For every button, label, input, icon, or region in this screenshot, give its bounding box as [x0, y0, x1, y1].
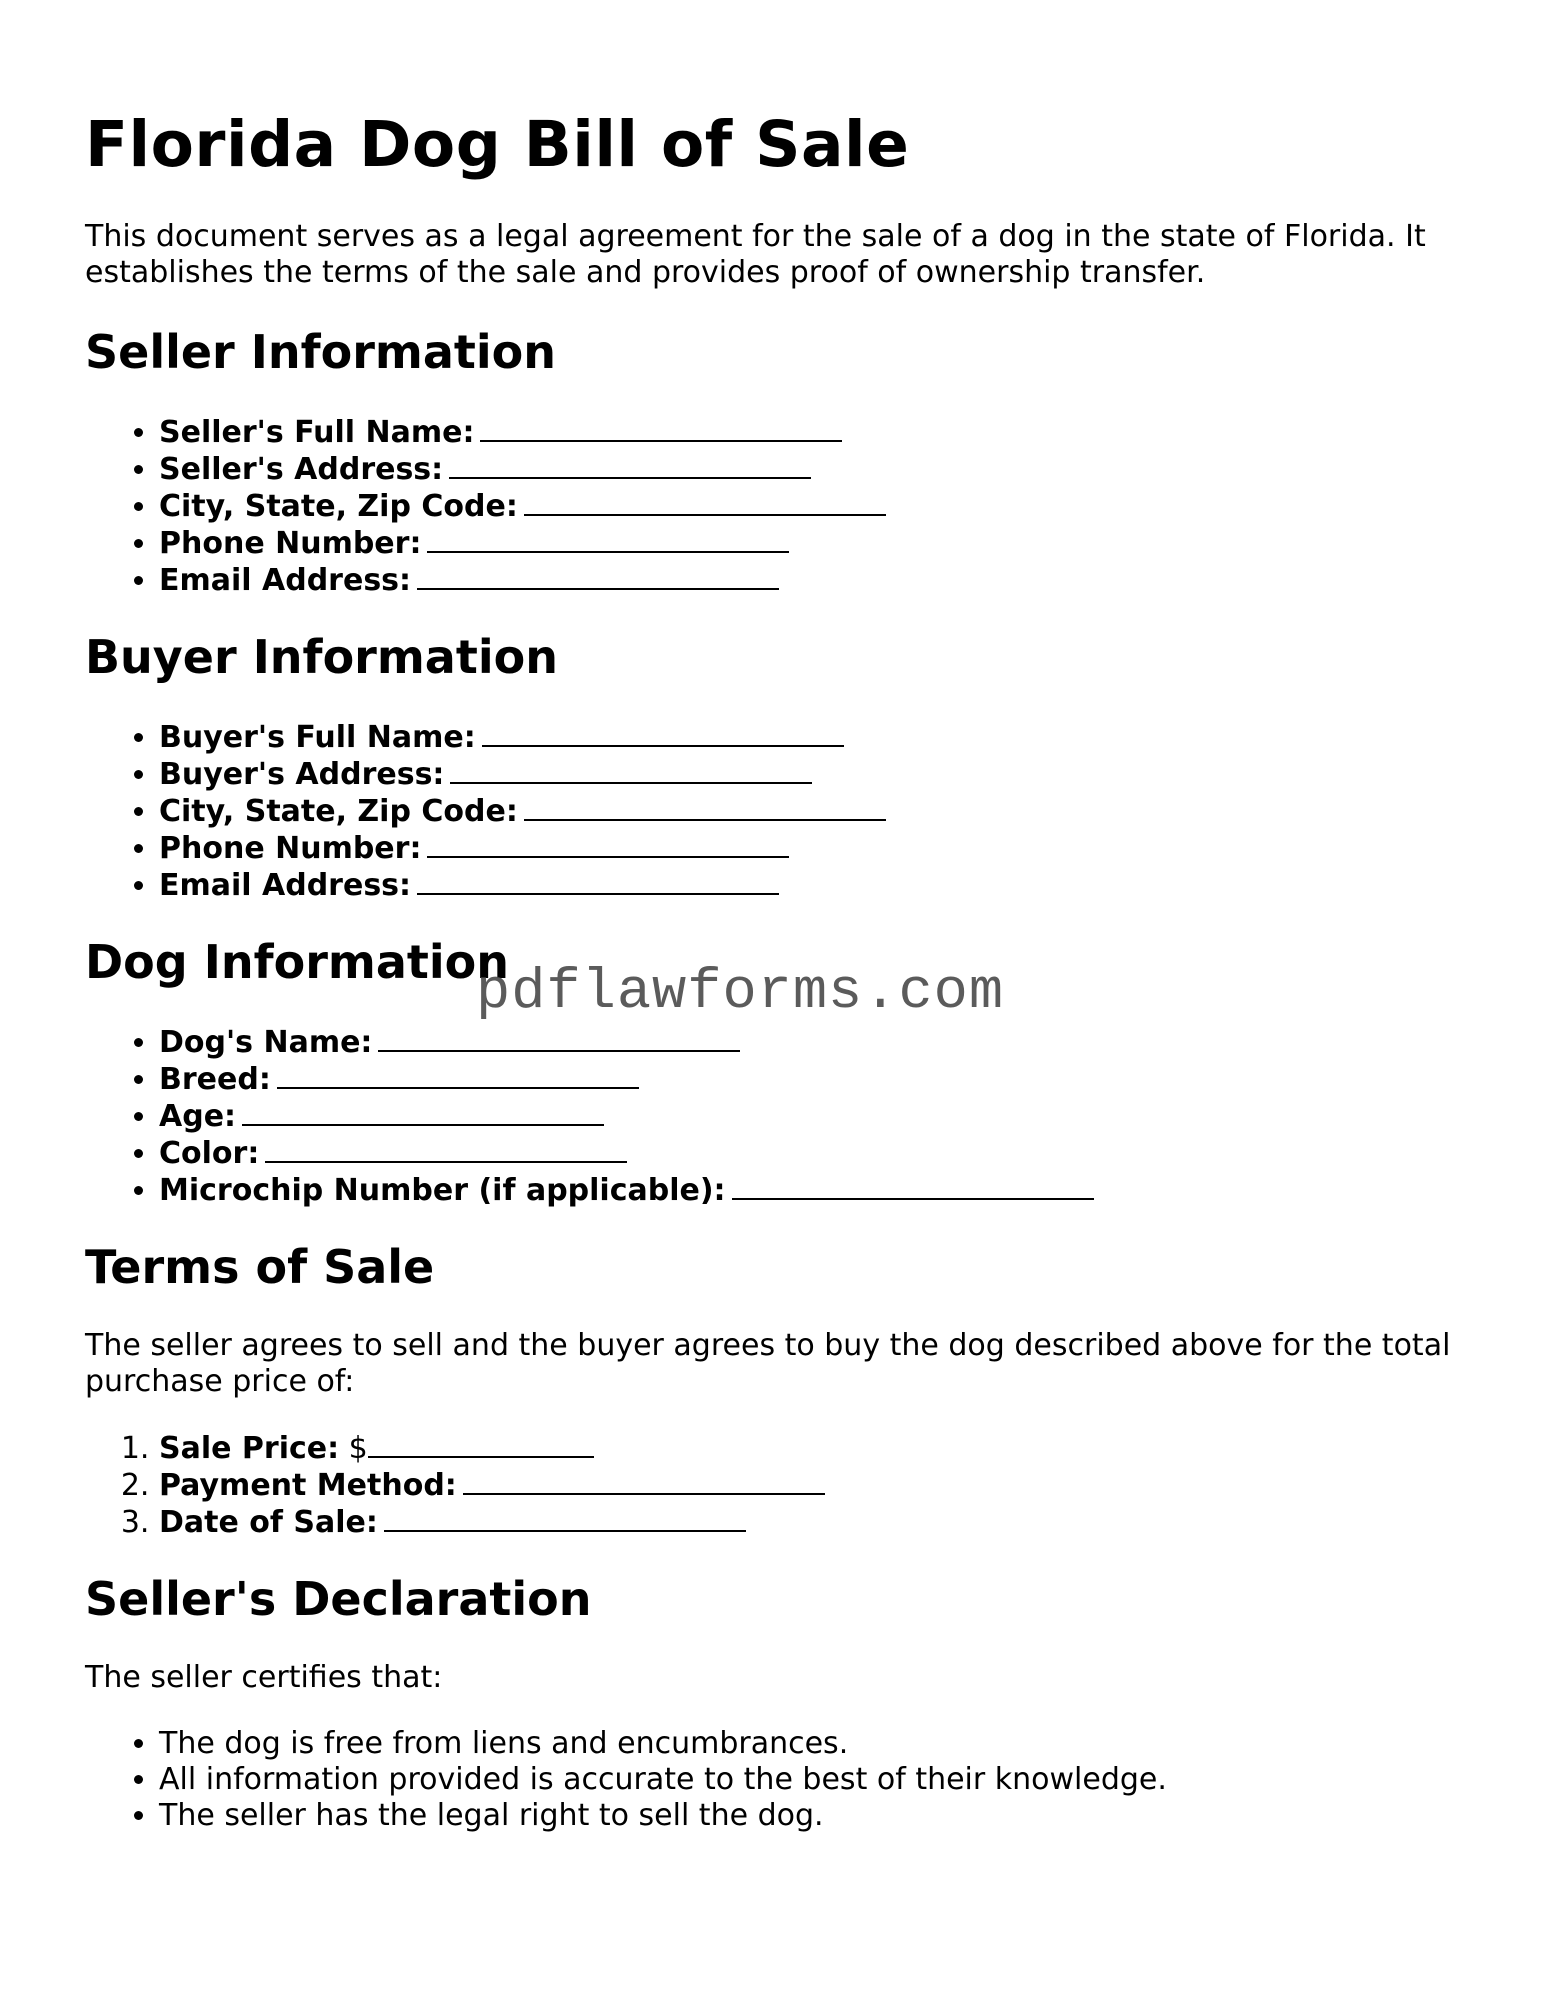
field-label: Email Address: — [159, 563, 412, 598]
dog-info-list — [85, 1024, 1465, 1209]
dog-info-heading: Dog Information — [85, 935, 509, 989]
fill-in-line[interactable] — [384, 1504, 746, 1532]
field-label: Dog's Name: — [159, 1025, 373, 1060]
declaration-paragraph: The seller certifies that: — [85, 1660, 443, 1695]
list-item — [159, 1504, 1465, 1541]
fill-in-line[interactable] — [277, 1061, 639, 1089]
list-item — [159, 793, 1465, 830]
field-label: Phone Number: — [159, 526, 422, 561]
fill-in-line[interactable] — [450, 756, 812, 784]
seller-info-heading: Seller Information — [85, 325, 557, 379]
list-item: • The dog is free from liens and encumbrances. — [159, 1726, 1465, 1762]
list-item — [159, 867, 1465, 904]
field-label: City, State, Zip Code: — [159, 489, 518, 524]
list-item — [159, 1061, 1465, 1098]
field-label: Sale Price: — [159, 1431, 340, 1466]
list-item — [159, 562, 1465, 599]
buyer-info-heading: Buyer Information — [85, 630, 558, 684]
field-label: Microchip Number (if applicable): — [159, 1173, 726, 1208]
fill-in-line[interactable] — [524, 488, 886, 516]
fill-in-line[interactable] — [449, 451, 811, 479]
list-item — [159, 1172, 1465, 1209]
seller-info-list — [85, 414, 1465, 599]
field-label: Age: — [159, 1099, 237, 1134]
terms-heading: Terms of Sale — [85, 1240, 435, 1294]
list-item — [159, 1024, 1465, 1061]
terms-list — [85, 1430, 1465, 1541]
fill-in-line[interactable] — [242, 1098, 604, 1126]
fill-in-line[interactable] — [480, 414, 842, 442]
terms-paragraph: The seller agrees to sell and the buyer agrees to buy the dog described above for the total purchase price of: — [85, 1328, 1451, 1399]
list-item — [159, 414, 1465, 451]
fill-in-line[interactable] — [482, 719, 844, 747]
list-item — [159, 830, 1465, 867]
list-item — [159, 451, 1465, 488]
list-item: • All information provided is accurate to the best of their knowledge. — [159, 1762, 1465, 1798]
field-label: Email Address: — [159, 868, 412, 903]
declaration-list — [85, 1726, 1465, 1834]
page-title: Florida Dog Bill of Sale — [85, 108, 910, 181]
field-label: Color: — [159, 1136, 260, 1171]
fill-in-line[interactable] — [265, 1135, 627, 1163]
fill-in-line[interactable] — [368, 1430, 594, 1458]
list-item — [159, 525, 1465, 562]
fill-in-line[interactable] — [463, 1467, 825, 1495]
fill-in-line[interactable] — [427, 525, 789, 553]
intro-paragraph: This document serves as a legal agreement for the sale of a dog in the state of Florida. It establishes the terms of the sale and provides proof of ownership transfer. — [85, 219, 1426, 290]
declaration-heading: Seller's Declaration — [85, 1572, 592, 1626]
field-label: Payment Method: — [159, 1468, 457, 1503]
field-label: Phone Number: — [159, 831, 422, 866]
list-item — [159, 719, 1465, 756]
fill-in-line[interactable] — [417, 562, 779, 590]
field-label: Breed: — [159, 1062, 271, 1097]
field-label: Seller's Full Name: — [159, 415, 475, 450]
list-item — [159, 756, 1465, 793]
currency-prefix: $ — [348, 1431, 368, 1466]
fill-in-line[interactable] — [417, 867, 779, 895]
field-label: Buyer's Address: — [159, 757, 445, 792]
field-label: City, State, Zip Code: — [159, 794, 518, 829]
fill-in-line[interactable] — [524, 793, 886, 821]
fill-in-line[interactable] — [378, 1024, 740, 1052]
fill-in-line[interactable] — [427, 830, 789, 858]
list-item — [159, 1098, 1465, 1135]
field-label: Buyer's Full Name: — [159, 720, 476, 755]
fill-in-line[interactable] — [732, 1172, 1094, 1200]
list-item — [159, 1135, 1465, 1172]
field-label: Date of Sale: — [159, 1505, 378, 1540]
field-label: Seller's Address: — [159, 452, 444, 487]
buyer-info-list — [85, 719, 1465, 904]
list-item: • The seller has the legal right to sell the dog. — [159, 1798, 1465, 1834]
list-item — [159, 1467, 1465, 1504]
watermark: pdflawforms.com — [476, 961, 1005, 1025]
list-item — [159, 1430, 1465, 1467]
document-page — [85, 0, 1465, 1834]
list-item — [159, 488, 1465, 525]
